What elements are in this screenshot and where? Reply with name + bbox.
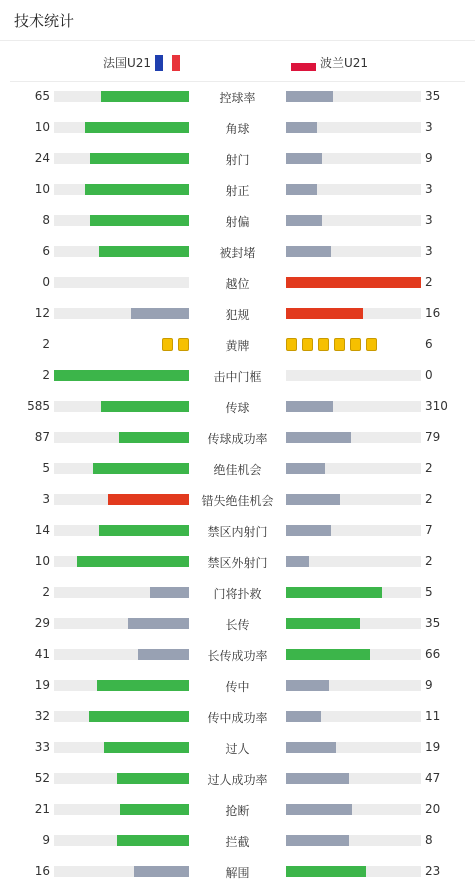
home-bar-fill (128, 618, 189, 629)
home-value: 5 (42, 461, 50, 475)
stat-row (0, 112, 475, 143)
yellow-card-icon (302, 338, 313, 351)
stat-row (0, 174, 475, 205)
away-bar-track (286, 308, 421, 319)
home-value: 16 (34, 864, 50, 878)
away-bar-fill (286, 835, 349, 846)
away-bar-fill (286, 680, 329, 691)
away-team-name: 波兰U21 (320, 56, 369, 70)
stat-label: 抢断 (225, 804, 250, 818)
stat-label: 绝佳机会 (213, 463, 262, 477)
stat-label: 射正 (225, 184, 250, 198)
home-bar-track (54, 649, 189, 660)
away-bar-track (286, 649, 421, 660)
home-team (103, 54, 180, 71)
stat-label: 长传 (225, 618, 250, 632)
home-bar-fill (89, 711, 189, 722)
away-bar-fill (286, 184, 317, 195)
away-bar-track (286, 711, 421, 722)
away-value: 35 (425, 89, 441, 103)
away-bar-fill (286, 91, 333, 102)
stat-row (0, 825, 475, 856)
away-bar-track (286, 215, 421, 226)
stat-label: 传中 (225, 680, 250, 694)
away-value: 5 (425, 585, 433, 599)
home-bar-fill (93, 463, 189, 474)
away-value: 7 (425, 523, 433, 537)
away-bar-track (286, 370, 421, 381)
away-bar-track (286, 618, 421, 629)
home-value: 65 (34, 89, 50, 103)
away-bar-track (286, 525, 421, 536)
stat-label: 门将扑救 (213, 587, 262, 601)
stat-row (0, 391, 475, 422)
yellow-card-icon (350, 338, 361, 351)
away-value: 47 (425, 771, 441, 785)
teams-header (10, 41, 465, 82)
home-value: 41 (34, 647, 50, 661)
home-value: 8 (42, 213, 50, 227)
stat-row (0, 515, 475, 546)
stat-label: 射门 (225, 153, 250, 167)
away-bar-track (286, 277, 421, 288)
away-value: 3 (425, 120, 433, 134)
stat-row (0, 298, 475, 329)
away-value: 23 (425, 864, 441, 878)
away-value: 2 (425, 275, 433, 289)
away-value: 2 (425, 492, 433, 506)
stat-row (0, 794, 475, 825)
stat-label: 禁区内射门 (207, 525, 268, 539)
stat-row (0, 639, 475, 670)
away-bar-fill (286, 432, 351, 443)
away-bar-fill (286, 246, 331, 257)
stat-label: 错失绝佳机会 (201, 494, 274, 508)
home-bar-fill (134, 866, 189, 877)
stat-label: 击中门框 (213, 370, 262, 384)
home-bar-fill (117, 835, 189, 846)
home-bar-track (54, 587, 189, 598)
home-value: 585 (27, 399, 50, 413)
home-value: 2 (42, 585, 50, 599)
home-value: 3 (42, 492, 50, 506)
away-value: 3 (425, 213, 433, 227)
home-bar-fill (131, 308, 189, 319)
home-value: 10 (34, 120, 50, 134)
away-bar-fill (286, 215, 322, 226)
stats-list (0, 81, 475, 887)
away-bar-track (286, 184, 421, 195)
home-value: 10 (34, 182, 50, 196)
home-value: 6 (42, 244, 50, 258)
home-bar-fill (101, 401, 189, 412)
home-value: 2 (42, 368, 50, 382)
home-bar-track (54, 153, 189, 164)
stat-row (0, 546, 475, 577)
home-bar-track (54, 463, 189, 474)
away-bar-track (286, 742, 421, 753)
away-bar-fill (286, 711, 321, 722)
away-value: 8 (425, 833, 433, 847)
stat-row (0, 329, 475, 360)
away-cards (286, 338, 377, 351)
home-bar-track (54, 308, 189, 319)
home-bar-track (54, 680, 189, 691)
away-value: 3 (425, 182, 433, 196)
yellow-card-icon (334, 338, 345, 351)
home-bar-fill (54, 370, 189, 381)
stat-label: 被封堵 (219, 246, 256, 260)
away-bar-fill (286, 308, 363, 319)
home-value: 2 (42, 337, 50, 351)
away-bar-track (286, 401, 421, 412)
home-team-name: 法国U21 (102, 56, 151, 70)
home-bar-fill (85, 184, 189, 195)
home-value: 29 (34, 616, 50, 630)
home-bar-fill (85, 122, 189, 133)
away-bar-fill (286, 463, 325, 474)
stat-row (0, 360, 475, 391)
away-bar-fill (286, 277, 421, 288)
away-value: 0 (425, 368, 433, 382)
away-bar-track (286, 680, 421, 691)
yellow-card-icon (162, 338, 173, 351)
stat-label: 禁区外射门 (207, 556, 268, 570)
page-title: 技术统计 (14, 11, 75, 30)
home-bar-track (54, 556, 189, 567)
stat-row (0, 701, 475, 732)
home-bar-fill (90, 215, 189, 226)
home-bar-fill (99, 246, 189, 257)
home-bar-track (54, 773, 189, 784)
yellow-card-icon (286, 338, 297, 351)
away-value: 2 (425, 554, 433, 568)
away-value: 16 (425, 306, 441, 320)
away-bar-fill (286, 618, 360, 629)
away-bar-fill (286, 401, 333, 412)
home-bar-track (54, 618, 189, 629)
stat-row (0, 205, 475, 236)
home-value: 9 (42, 833, 50, 847)
home-bar-track (54, 215, 189, 226)
stat-row (0, 763, 475, 794)
away-bar-track (286, 91, 421, 102)
stat-label: 长传成功率 (207, 649, 268, 663)
home-bar-track (54, 370, 189, 381)
home-bar-track (54, 804, 189, 815)
stat-label: 过人成功率 (207, 773, 268, 787)
home-bar-track (54, 866, 189, 877)
home-value: 32 (34, 709, 50, 723)
home-bar-track (54, 711, 189, 722)
home-value: 10 (34, 554, 50, 568)
away-value: 20 (425, 802, 441, 816)
home-bar-track (54, 91, 189, 102)
home-bar-fill (120, 804, 189, 815)
away-bar-track (286, 432, 421, 443)
away-bar-track (286, 587, 421, 598)
away-bar-fill (286, 804, 352, 815)
stat-label: 越位 (225, 277, 250, 291)
away-bar-track (286, 773, 421, 784)
away-bar-track (286, 153, 421, 164)
away-bar-track (286, 494, 421, 505)
home-value: 21 (34, 802, 50, 816)
home-bar-track (54, 494, 189, 505)
stat-row (0, 484, 475, 515)
away-value: 310 (425, 399, 448, 413)
stat-row (0, 267, 475, 298)
away-value: 11 (425, 709, 441, 723)
stat-label: 黄牌 (225, 339, 250, 353)
home-bar-fill (97, 680, 189, 691)
yellow-card-icon (318, 338, 329, 351)
home-value: 87 (34, 430, 50, 444)
stat-row (0, 608, 475, 639)
away-bar-fill (286, 773, 349, 784)
yellow-card-icon (178, 338, 189, 351)
away-bar-track (286, 804, 421, 815)
poland-flag-icon (291, 55, 316, 71)
away-value: 2 (425, 461, 433, 475)
home-value: 33 (34, 740, 50, 754)
away-bar-fill (286, 525, 331, 536)
home-bar-track (54, 835, 189, 846)
home-bar-track (54, 246, 189, 257)
away-value: 79 (425, 430, 441, 444)
away-value: 66 (425, 647, 441, 661)
away-bar-track (286, 835, 421, 846)
away-value: 35 (425, 616, 441, 630)
home-bar-track (54, 277, 189, 288)
stat-label: 传球成功率 (207, 432, 268, 446)
home-bar-fill (117, 773, 189, 784)
home-value: 24 (34, 151, 50, 165)
away-bar-track (286, 246, 421, 257)
away-bar-fill (286, 153, 322, 164)
away-value: 19 (425, 740, 441, 754)
away-value: 3 (425, 244, 433, 258)
stat-label: 犯规 (225, 308, 250, 322)
away-bar-fill (286, 587, 382, 598)
header (0, 0, 475, 41)
stat-label: 控球率 (219, 91, 256, 105)
home-bar-track (54, 122, 189, 133)
home-cards (162, 338, 189, 351)
home-bar-fill (108, 494, 189, 505)
away-bar-fill (286, 494, 340, 505)
stat-row (0, 81, 475, 112)
stat-label: 射偏 (225, 215, 250, 229)
stat-row (0, 143, 475, 174)
home-value: 19 (34, 678, 50, 692)
away-bar-fill (286, 866, 366, 877)
home-value: 14 (34, 523, 50, 537)
home-bar-fill (101, 91, 189, 102)
stat-label: 传中成功率 (207, 711, 268, 725)
home-bar-fill (77, 556, 189, 567)
away-value: 6 (425, 337, 433, 351)
away-bar-track (286, 866, 421, 877)
home-value: 52 (34, 771, 50, 785)
home-bar-track (54, 525, 189, 536)
away-bar-track (286, 463, 421, 474)
yellow-card-icon (366, 338, 377, 351)
stat-row (0, 732, 475, 763)
stat-row (0, 422, 475, 453)
home-bar-fill (90, 153, 189, 164)
stat-row (0, 856, 475, 887)
away-value: 9 (425, 678, 433, 692)
away-bar-track (286, 122, 421, 133)
stat-row (0, 577, 475, 608)
away-bar-track (286, 556, 421, 567)
away-bar-fill (286, 742, 336, 753)
home-bar-fill (138, 649, 189, 660)
away-value: 9 (425, 151, 433, 165)
away-bar-fill (286, 122, 317, 133)
stat-row (0, 453, 475, 484)
stat-label: 角球 (225, 122, 250, 136)
home-bar-fill (150, 587, 189, 598)
home-bar-fill (99, 525, 189, 536)
away-team (291, 54, 368, 71)
home-bar-track (54, 432, 189, 443)
stat-label: 传球 (225, 401, 250, 415)
france-flag-icon (155, 55, 180, 71)
stat-label: 解围 (225, 866, 250, 880)
home-value: 0 (42, 275, 50, 289)
stat-row (0, 670, 475, 701)
home-bar-fill (104, 742, 189, 753)
home-value: 12 (34, 306, 50, 320)
stat-row (0, 236, 475, 267)
stat-label: 拦截 (225, 835, 250, 849)
home-bar-track (54, 401, 189, 412)
home-bar-track (54, 184, 189, 195)
away-bar-fill (286, 556, 309, 567)
home-bar-track (54, 742, 189, 753)
home-bar-fill (119, 432, 189, 443)
away-bar-fill (286, 649, 370, 660)
stat-label: 过人 (225, 742, 250, 756)
